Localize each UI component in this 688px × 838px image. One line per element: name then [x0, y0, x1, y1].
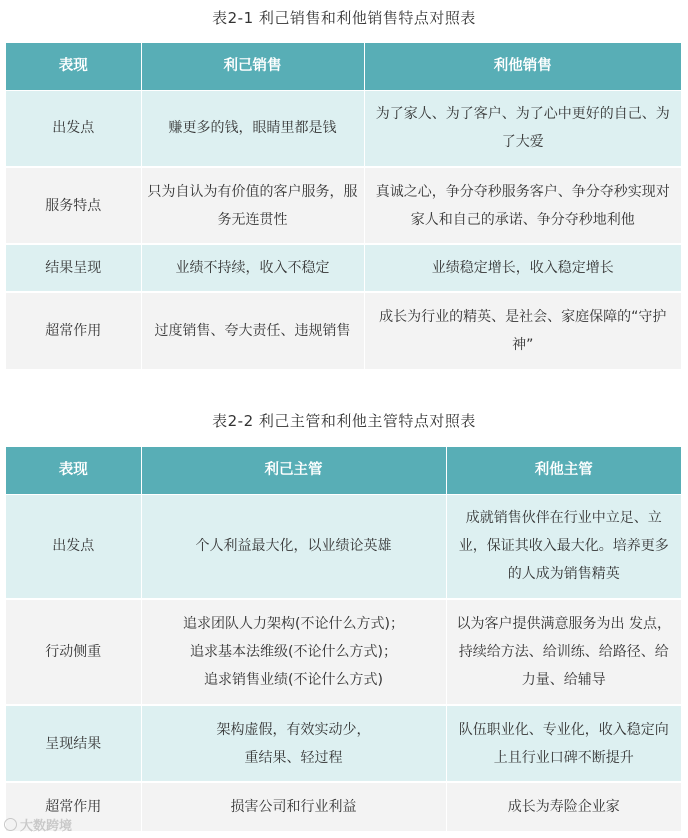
self-cell: 赚更多的钱，眼睛里都是钱 — [141, 90, 364, 167]
row-label: 结果呈现 — [6, 244, 141, 292]
other-cell: 以为客户提供满意服务为出 发点，持续给方法、给训练、给路径、给力量、给辅导 — [446, 599, 681, 705]
row-label: 服务特点 — [6, 167, 141, 244]
row-label: 行动侧重 — [6, 599, 141, 705]
table-row — [6, 244, 681, 292]
table-row — [6, 705, 681, 782]
other-cell: 队伍职业化、专业化，收入稳定向上且行业口碑不断提升 — [446, 705, 681, 782]
header-self-sales: 利己销售 — [141, 43, 364, 90]
self-cell: 只为自认为有价值的客户服务，服务无连贯性 — [141, 167, 364, 244]
self-cell: 损害公司和行业利益 — [141, 782, 446, 832]
self-cell: 业绩不持续，收入不稳定 — [141, 244, 364, 292]
self-line: 架构虚假，有效实动少， — [216, 721, 371, 738]
self-cell: 过度销售、夸大责任、违规销售 — [141, 292, 364, 370]
other-cell: 真诚之心，争分夺秒服务客户、争分夺秒实现对家人和自己的承诺、争分夺秒地利他 — [364, 167, 681, 244]
self-line: 追求团队人力架构(不论什么方式)； — [183, 616, 404, 632]
watermark — [4, 815, 72, 834]
table1-caption: 表2-1 利己销售和利他销售特点对照表 — [212, 9, 476, 27]
comparison-table-sales — [6, 43, 681, 371]
header-altruistic-manager: 利他主管 — [446, 447, 681, 494]
table-header-row — [6, 43, 681, 90]
self-cell — [141, 705, 446, 782]
table-row — [6, 494, 681, 599]
comparison-table-managers — [6, 447, 681, 833]
table-row — [6, 599, 681, 705]
self-line: 追求销售业绩(不论什么方式) — [204, 672, 383, 688]
watermark-text: 大数跨境 — [20, 819, 73, 834]
row-label: 出发点 — [6, 494, 141, 599]
row-label: 超常作用 — [6, 292, 141, 370]
header-aspect: 表现 — [6, 43, 141, 90]
row-label: 出发点 — [6, 90, 141, 167]
other-cell: 成长为寿险企业家 — [446, 782, 681, 832]
header-altruistic-sales: 利他销售 — [364, 43, 681, 90]
other-cell: 为了家人、为了客户、为了心中更好的自己、为了大爱 — [364, 90, 681, 167]
table-row — [6, 782, 681, 832]
table-row — [6, 167, 681, 244]
header-self-manager: 利己主管 — [141, 447, 446, 494]
table-row — [6, 292, 681, 370]
row-label: 超常作用 — [6, 782, 141, 832]
self-cell — [141, 599, 446, 705]
self-cell: 个人利益最大化，以业绩论英雄 — [141, 494, 446, 599]
other-cell: 业绩稳定增长，收入稳定增长 — [364, 244, 681, 292]
table2-caption: 表2-2 利己主管和利他主管特点对照表 — [212, 412, 476, 430]
header-aspect: 表现 — [6, 447, 141, 494]
self-line: 追求基本法维级(不论什么方式)； — [190, 644, 397, 660]
table-header-row — [6, 447, 681, 494]
other-cell: 成长为行业的精英、是社会、家庭保障的“守护神” — [364, 292, 681, 370]
self-line: 重结果、轻过程 — [244, 749, 343, 766]
other-cell: 成就销售伙伴在行业中立足、立业，保证其收入最大化。培养更多的人成为销售精英 — [446, 494, 681, 599]
table-row — [6, 90, 681, 167]
watermark-logo-icon — [4, 818, 17, 831]
row-label: 呈现结果 — [6, 705, 141, 782]
